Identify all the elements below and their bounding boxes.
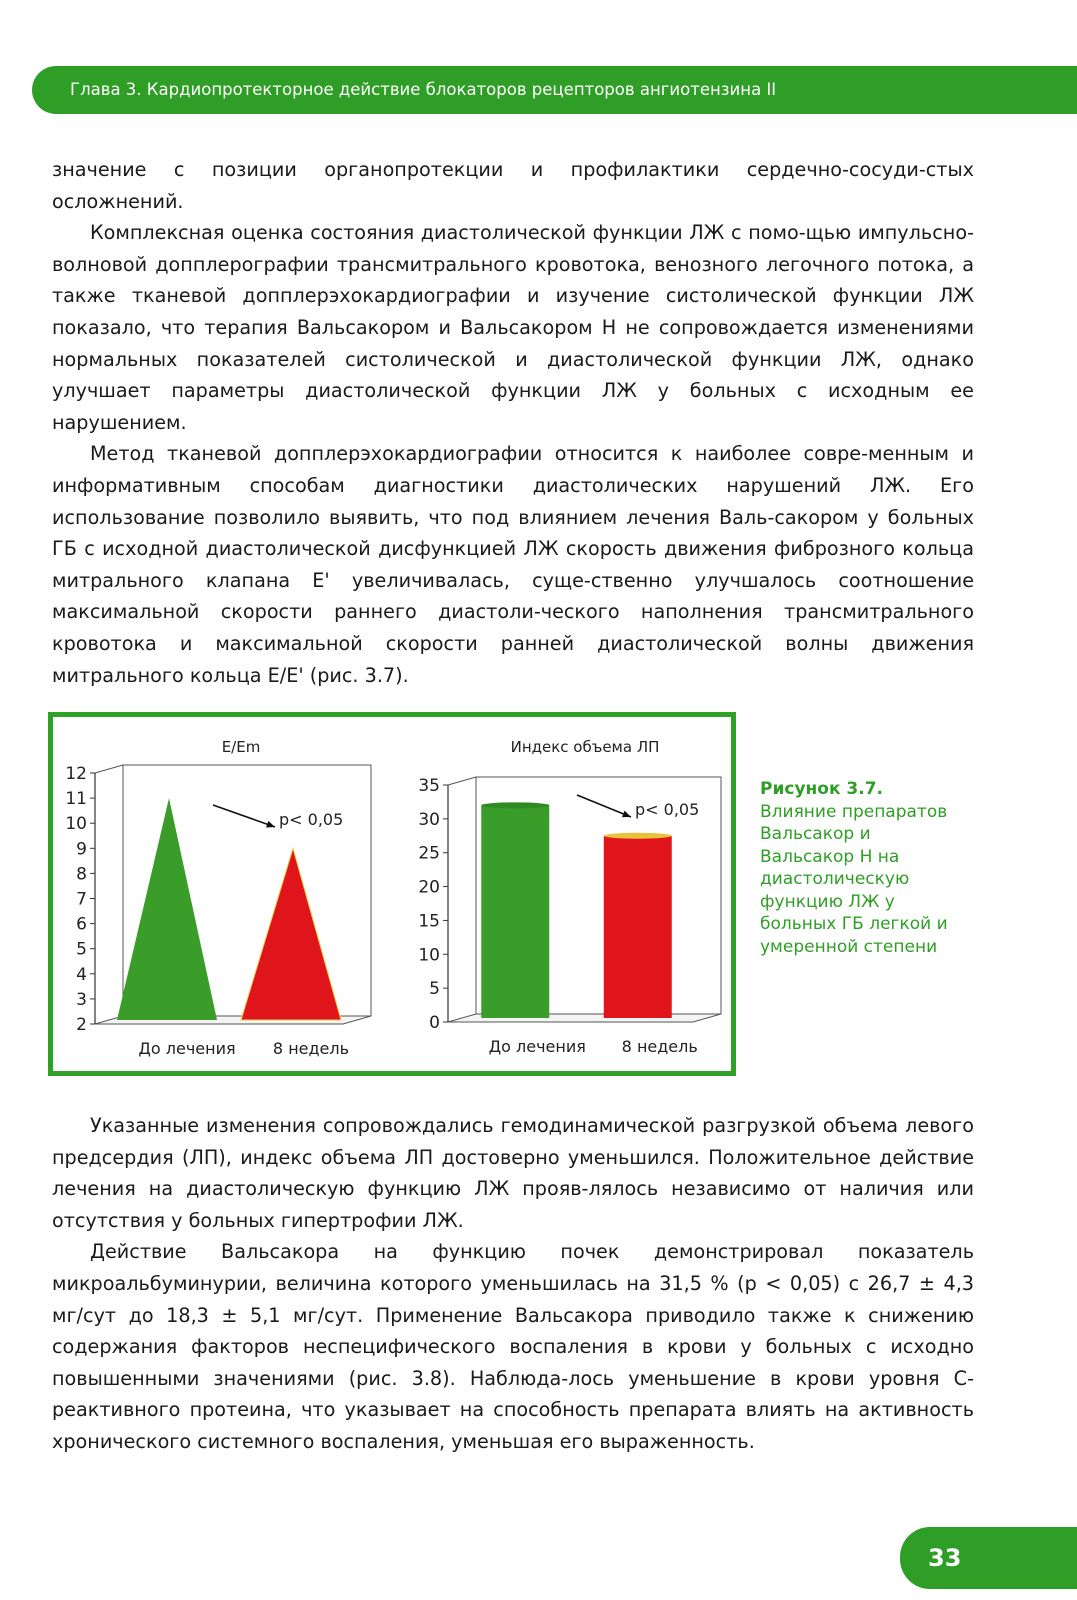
x-tick-label: 8 недель <box>272 1039 350 1058</box>
y-tick-label: 2 <box>76 1015 87 1035</box>
chart-wall-edge <box>95 765 123 773</box>
y-tick-label: 20 <box>418 877 440 898</box>
y-tick-label: 3 <box>76 989 87 1010</box>
x-tick-label: 8 недель <box>621 1037 698 1056</box>
y-tick-label: 10 <box>65 814 87 835</box>
y-tick-label: 11 <box>65 789 87 810</box>
paragraph: Метод тканевой допплерэхокардиографии относится к наиболее совре-менным и информативным способам диагностики диастолических нарушений ЛЖ. Его использование позволило выявить, что под влиянием лечения Валь-сакором у больных ГБ с исходной диастолической дисфункцией ЛЖ скорость движения фиброзного кольца митрального клапана E' увеличивалась, суще-ственно улучшалось соотношение максимальной скорости раннего диастоли-ческого наполнения трансмитрального кровотока и максимальной скорости ранней диастолической волны движения митрального кольца E/E' (рис. 3.7). <box>52 442 974 687</box>
y-tick-label: 5 <box>429 979 440 1000</box>
significance-label: p< 0,05 <box>279 810 344 829</box>
y-tick-label: 30 <box>418 809 440 830</box>
x-tick-label: До лечения <box>138 1039 236 1058</box>
x-tick-label: До лечения <box>488 1037 586 1056</box>
chart-title: Индекс объема ЛП <box>510 738 660 756</box>
chart-title: E/Em <box>221 738 261 756</box>
chart-bar-top <box>481 802 549 808</box>
y-tick-label: 8 <box>76 864 87 885</box>
figure-caption <box>760 778 970 958</box>
chart-bar <box>604 836 672 1018</box>
paragraph: Действие Вальсакора на функцию почек демонстрировал показатель микроальбуминурии, величина которого уменьшилась на 31,5 % (р < 0,05) с 26,7 ± 4,3 мг/сут до 18,3 ± 5,1 мг/сут. Применение Вальсакора приводило также к снижению содержания факторов неспецифического воспаления в крови у больных с исходно повышенными значениями (рис. 3.8). Наблюда-лось уменьшение в крови уровня С-реактивного протеина, что указывает на способность препарата влиять на активность хронического системного воспаления, уменьшая его выраженность. <box>52 1240 974 1453</box>
y-tick-label: 4 <box>76 964 87 985</box>
y-tick-label: 7 <box>76 889 87 910</box>
y-tick-label: 10 <box>418 945 440 966</box>
body-text-top <box>52 154 974 691</box>
y-tick-label: 35 <box>418 776 440 796</box>
body-text-bottom <box>52 1110 974 1458</box>
y-tick-label: 0 <box>429 1013 440 1033</box>
y-tick-label: 15 <box>418 911 440 932</box>
figure-caption-text: Влияние препаратов Вальсакор и Вальсакор Н на диастолическую функцию ЛЖ у больных ГБ легкой и умеренной степени <box>760 801 948 957</box>
figure-caption-title: Рисунок 3.7. <box>760 779 883 799</box>
page-number-text: 33 <box>928 1544 962 1572</box>
y-tick-label: 6 <box>76 914 87 935</box>
paragraph: Указанные изменения сопровождались гемодинамической разгрузкой объема левого предсердия (ЛП), индекс объема ЛП достоверно уменьшился. Положительное действие лечения на диастолическую функцию ЛЖ прояв-лялось независимо от наличия или отсутствия у больных гипертрофии ЛЖ. <box>52 1114 974 1232</box>
chapter-title: Глава 3. Кардиопротекторное действие блокаторов рецепторов ангиотензина II <box>70 80 777 99</box>
chart-ee <box>65 738 371 1058</box>
significance-label: p< 0,05 <box>635 800 700 819</box>
page-number <box>900 1527 1077 1589</box>
y-tick-label: 5 <box>76 939 87 960</box>
paragraph: Комплексная оценка состояния диастолической функции ЛЖ с помо-щью импульсно-волновой допплерографии трансмитрального кровотока, венозного легочного потока, а также тканевой допплерэхокардиографии и изучение систолической функции ЛЖ показало, что терапия Вальсакором и Вальсакором Н не сопровождается изменениями нормальных показателей систолической и диастолической функции ЛЖ, однако улучшает параметры диастолической функции ЛЖ у больных с исходным ее нарушением. <box>52 221 974 434</box>
paragraph: значение с позиции органопротекции и профилактики сердечно-сосуди-стых осложнений. <box>52 158 974 213</box>
chart-bar-top <box>604 833 672 839</box>
y-tick-label: 12 <box>65 764 87 784</box>
y-tick-label: 9 <box>76 839 87 860</box>
chart-bar <box>481 805 549 1018</box>
chart-wall-edge <box>448 777 476 785</box>
y-tick-label: 25 <box>418 843 440 864</box>
figure-frame <box>48 712 736 1076</box>
figure-charts <box>53 717 731 1071</box>
chapter-header <box>32 66 1077 114</box>
chart-lp-index <box>418 738 721 1056</box>
